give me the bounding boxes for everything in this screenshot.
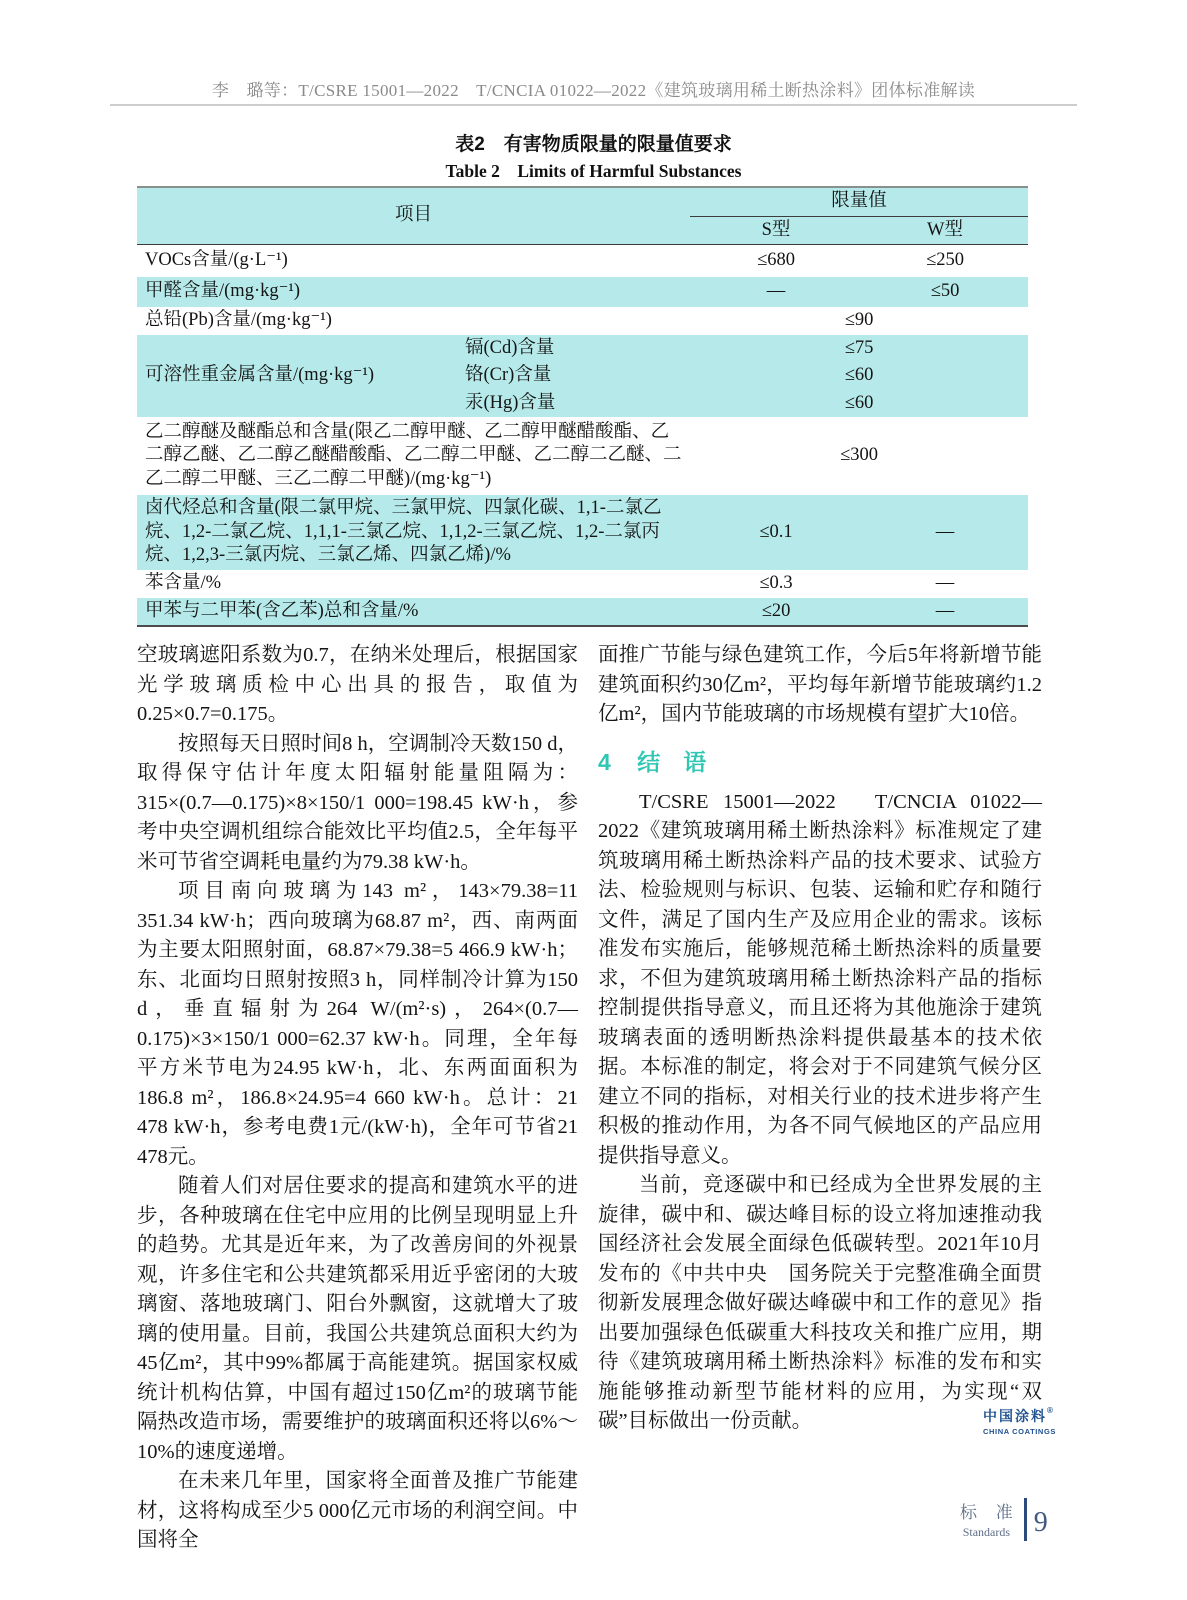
row-label: 甲苯与二甲苯(含乙苯)总和含量/% [145, 600, 419, 621]
section-heading [598, 747, 1042, 777]
cell-merged-value: ≤75 [844, 337, 874, 358]
row-label: 总铅(Pb)含量/(mg·kg⁻¹) [145, 309, 332, 330]
col-header-limit: 限量值 [690, 187, 1028, 216]
cell-s-value: — [766, 280, 786, 301]
running-head: 李 璐等：T/CSRE 15001—2022 T/CNCIA 01022—2022《建筑玻璃用稀土断热涂料》团体标准解读 [211, 81, 976, 100]
header-rule [110, 104, 1077, 106]
cell-s-value: ≤0.1 [759, 521, 793, 542]
logo-zh-label: 中国涂料 [983, 1408, 1048, 1424]
col-header-item: 项目 [137, 187, 690, 245]
row-label: VOCs含量/(g·L⁻¹) [145, 250, 288, 270]
paragraph: 随着人们对居住要求的提高和建筑水平的进步，各种玻璃在住宅中应用的比例呈现明显上升的趋势。尤其是近年来，为了改善房间的外视景观，许多住宅和公共建筑都采用近乎密闭的大玻璃窗、落地玻璃门、阳台外飘窗，这就增大了玻璃的使用量。目前，我国公共建筑总面积大约为45亿m²，其中99%都属于高能建筑。据国家权威统计机构估算，中国有超过150亿m²的玻璃节能隔热改造市场，需要维护的玻璃面积还将以6%～10%的速度递增。 [137, 1175, 578, 1463]
right-column [598, 641, 1042, 1437]
cell-w-value: — [935, 600, 955, 621]
cell-s-value: ≤0.3 [759, 572, 793, 593]
row-label: 苯含量/% [145, 572, 222, 593]
col-header-w-type: W型 [862, 216, 1028, 245]
registered-mark-icon: ® [1047, 1406, 1053, 1415]
cell-s-value: ≤680 [757, 250, 795, 270]
paragraph: 项目南向玻璃为143 m²，143×79.38=11 351.34 kW·h；西向玻璃为68.87 m²，西、南两面为主要太阳照射面，68.87×79.38=5 466.9 kW·h；东、北面均日照射按照3 h，同样制冷计算为150 d，垂直辐射为264 W/(m²·s)，264×(0.7—0.175)×3×150/1 000=62.37 kW·h。同理，全年每平方米节电为24.95 kW·h，北、东两面面积为186.8 m²，186.8×24.95=4 660 kW·h。总计：21 478 kW·h，参考电费1元/(kW·h)，全年可节省21 478元。 [137, 880, 578, 1168]
row-label: 乙二醇醚及醚酯总和含量(限乙二醇甲醚、乙二醇甲醚醋酸酯、乙二醇乙醚、乙二醇乙醚醋酸酯、乙二醇二甲醚、乙二醇二乙醚、二乙二醇二甲醚、三乙二醇二甲醚)/(mg·kg⁻¹) [145, 421, 682, 489]
page-footer [953, 1498, 1048, 1541]
table-row-formaldehyde [137, 277, 1028, 307]
cell-w-value: — [935, 572, 955, 593]
paragraph: 在未来几年里，国家将全面普及推广节能建材，这将构成至少5 000亿元市场的利润空间。中国将全 [137, 1470, 578, 1551]
harmful-substances-table [137, 186, 1028, 627]
table-row-toluene-xylene [137, 598, 1028, 627]
row-label: 卤代烃总和含量(限二氯甲烷、三氯甲烷、四氯化碳、1,1-二氯乙烷、1,2-二氯乙烷、1,1,1-三氯乙烷、1,1,2-三氯乙烷、1,2-二氯丙烷、1,2,3-三氯丙烷、三氯乙烯、四氯乙烯)/% [145, 498, 662, 565]
row-label: 甲醛含量/(mg·kg⁻¹) [145, 280, 301, 301]
footer-divider [1024, 1498, 1027, 1541]
table-row-glycol-ethers [137, 417, 1028, 495]
table-row-vocs [137, 245, 1028, 277]
cell-merged-value: ≤60 [844, 365, 874, 385]
row-group-label: 可溶性重金属含量/(mg·kg⁻¹) [145, 365, 375, 385]
logo-text-zh [983, 1406, 1053, 1426]
col-header-s-type: S型 [690, 216, 862, 245]
footer-section-zh: 标 准 [960, 1503, 1020, 1522]
table-caption-zh: 表2 有害物质限量的限量值要求 [455, 134, 732, 155]
paragraph: 面推广节能与绿色建筑工作，今后5年将新增节能建筑面积约30亿m²，平均每年新增节能玻璃约1.2亿m²，国内节能玻璃的市场规模有望扩大10倍。 [598, 644, 1042, 725]
paragraph: T/CSRE 15001—2022 T/CNCIA 01022—2022《建筑玻璃用稀土断热涂料》标准规定了建筑玻璃用稀土断热涂料产品的技术要求、试验方法、检验规则与标识、包装、运输和贮存和随行文件，满足了国内生产及应用企业的需求。该标准发布实施后，能够规范稀土断热涂料的质量要求，不但为建筑玻璃用稀土断热涂料产品的指标控制提供指导意义，而且还将为其他施涂于建筑玻璃表面的透明断热涂料提供最基本的技术依据。本标准的制定，将会对于不同建筑气候分区建立不同的指标，对相关行业的技术进步将产生积极的推动作用，为各不同气候地区的产品应用提供指导意义。 [598, 790, 1042, 1167]
table-header-row-1 [137, 187, 1028, 216]
page-number: 9 [1033, 1507, 1048, 1538]
table-row-cadmium [137, 335, 1028, 363]
footer-section-en: Standards [962, 1525, 1011, 1539]
table-row-lead [137, 307, 1028, 335]
left-column [137, 641, 578, 1556]
row-sub-label: 汞(Hg)含量 [465, 392, 556, 413]
table-caption-en: Table 2 Limits of Harmful Substances [445, 161, 742, 181]
cell-s-value: ≤20 [761, 600, 791, 621]
table-row-benzene [137, 570, 1028, 598]
paragraph: 当前，竞逐碳中和已经成为全世界发展的主旋律，碳中和、碳达峰目标的设立将加速推动我国经济社会发展全面绿色低碳转型。2021年10月发布的《中共中央 国务院关于完整准确全面贯彻新发展理念做好碳达峰碳中和工作的意见》指出要加强绿色低碳重大科技攻关和推广应用，期待《建筑玻璃用稀土断热涂料》标准的发布和实施能够推动新型节能材料的应用，为实现“双碳”目标做出一份贡献。 [598, 1174, 1042, 1432]
table-row-halogenated-hydrocarbons [137, 495, 1028, 570]
cell-merged-value: ≤300 [840, 445, 878, 466]
paragraph: 按照每天日照时间8 h，空调制冷天数150 d，取得保守估计年度太阳辐射能量阻隔为：315×(0.7—0.175)×8×150/1 000=198.45 kW·h，参考中央空调机组综合能效比平均值2.5，全年每平米可节省空调耗电量约为79.38 kW·h。 [137, 732, 578, 873]
cell-merged-value: ≤60 [844, 392, 874, 413]
footer-section-block [953, 1498, 1020, 1540]
cell-w-value: ≤50 [930, 280, 960, 301]
cell-w-value: — [935, 521, 955, 542]
row-sub-label: 铬(Cr)含量 [465, 365, 552, 385]
section-number: 4 [598, 748, 611, 775]
logo-text-en: CHINA COATINGS [983, 1427, 1056, 1436]
cell-merged-value: ≤90 [844, 309, 874, 330]
paragraph: 空玻璃遮阳系数为0.7，在纳米处理后，根据国家光学玻璃质检中心出具的报告，取值为0.25×0.7=0.175。 [137, 644, 578, 725]
china-coatings-logo [983, 1406, 1056, 1436]
cell-w-value: ≤250 [926, 250, 964, 270]
section-title: 结 语 [637, 748, 707, 775]
row-sub-label: 镉(Cd)含量 [465, 337, 555, 358]
